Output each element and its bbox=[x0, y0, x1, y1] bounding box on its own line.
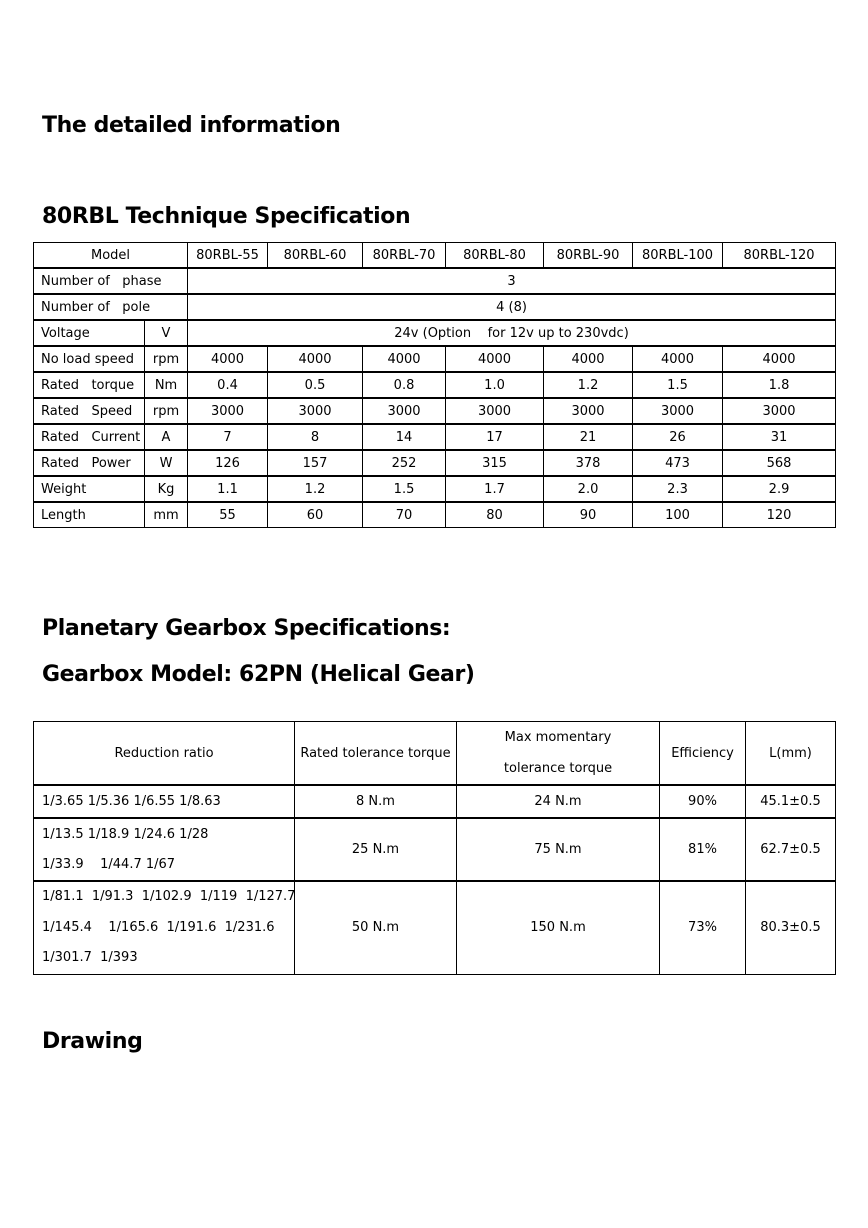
spec-row bbox=[34, 372, 836, 398]
spec-row bbox=[34, 398, 836, 424]
spec-value-cell: 3000 bbox=[268, 398, 363, 424]
spec-value-cell: 1.5 bbox=[363, 476, 446, 502]
spec-value-cell: 8 bbox=[268, 424, 363, 450]
rated-torque-cell: 8 N.m bbox=[295, 785, 457, 818]
spec-value-cell: 0.8 bbox=[363, 372, 446, 398]
spec-value-cell: 4000 bbox=[446, 346, 544, 372]
max-torque-cell: 150 N.m bbox=[457, 881, 660, 974]
spec-row-label: No load speed bbox=[34, 346, 145, 372]
voltage-unit: V bbox=[145, 320, 188, 346]
spec-value-cell: 378 bbox=[544, 450, 633, 476]
spec-row bbox=[34, 450, 836, 476]
max-torque-cell: 24 N.m bbox=[457, 785, 660, 818]
spec-value-cell: 17 bbox=[446, 424, 544, 450]
spec-value-cell: 2.0 bbox=[544, 476, 633, 502]
ratio-line: 1/81.1 1/91.3 1/102.9 1/119 1/127.7 bbox=[42, 889, 296, 904]
ratio-cell bbox=[34, 818, 295, 881]
rated-torque-cell: 50 N.m bbox=[295, 881, 457, 974]
spec-value-cell: 315 bbox=[446, 450, 544, 476]
spec-value-cell: 4000 bbox=[723, 346, 836, 372]
spec-value-cell: 473 bbox=[633, 450, 723, 476]
voltage-label: Voltage bbox=[34, 320, 145, 346]
max-torque-header-line: Max momentary bbox=[504, 730, 612, 745]
detailed-info-heading: The detailed information bbox=[42, 113, 341, 138]
spec-row-label: Rated Power bbox=[34, 450, 145, 476]
spec-value-cell: 0.5 bbox=[268, 372, 363, 398]
pole-value: 4 (8) bbox=[188, 294, 836, 320]
spec-row-unit: W bbox=[145, 450, 188, 476]
spec-value-cell: 3000 bbox=[723, 398, 836, 424]
gearbox-specs-heading: Planetary Gearbox Specifications: bbox=[42, 616, 451, 641]
rated-torque-header: Rated tolerance torque bbox=[295, 722, 457, 786]
spec-value-cell: 157 bbox=[268, 450, 363, 476]
model-name: 80RBL-70 bbox=[363, 243, 446, 269]
spec-row-unit: A bbox=[145, 424, 188, 450]
spec-row bbox=[34, 502, 836, 528]
model-name: 80RBL-80 bbox=[446, 243, 544, 269]
model-row bbox=[34, 243, 836, 269]
spec-value-cell: 4000 bbox=[633, 346, 723, 372]
gearbox-model-heading: Gearbox Model: 62PN (Helical Gear) bbox=[42, 662, 475, 687]
spec-row bbox=[34, 476, 836, 502]
spec-value-cell: 3000 bbox=[446, 398, 544, 424]
spec-value-cell: 3000 bbox=[188, 398, 268, 424]
spec-value-cell: 21 bbox=[544, 424, 633, 450]
spec-table-title: 80RBL Technique Specification bbox=[42, 204, 411, 229]
spec-row bbox=[34, 424, 836, 450]
spec-value-cell: 4000 bbox=[363, 346, 446, 372]
spec-value-cell: 55 bbox=[188, 502, 268, 528]
spec-value-cell: 126 bbox=[188, 450, 268, 476]
spec-value-cell: 1.8 bbox=[723, 372, 836, 398]
ratio-header: Reduction ratio bbox=[34, 722, 295, 786]
spec-value-cell: 3000 bbox=[363, 398, 446, 424]
spec-value-cell: 1.0 bbox=[446, 372, 544, 398]
ratio-line: 1/145.4 1/165.6 1/191.6 1/231.6 bbox=[42, 919, 275, 935]
efficiency-header: Efficiency bbox=[660, 722, 746, 786]
gear-row bbox=[34, 818, 836, 881]
spec-value-cell: 1.2 bbox=[544, 372, 633, 398]
spec-value-cell: 4000 bbox=[268, 346, 363, 372]
gearbox-spec-table bbox=[33, 721, 836, 975]
length-cell: 45.1±0.5 bbox=[746, 785, 836, 818]
voltage-row bbox=[34, 320, 836, 346]
efficiency-cell: 90% bbox=[660, 785, 746, 818]
spec-row-label: Rated Current bbox=[34, 424, 145, 450]
spec-row-unit: rpm bbox=[145, 398, 188, 424]
spec-row-unit: Nm bbox=[145, 372, 188, 398]
ratio-line: 1/13.5 1/18.9 1/24.6 1/28 bbox=[42, 826, 209, 842]
spec-row-label: Rated torque bbox=[34, 372, 145, 398]
spec-value-cell: 70 bbox=[363, 502, 446, 528]
max-torque-header bbox=[457, 722, 660, 786]
model-name: 80RBL-60 bbox=[268, 243, 363, 269]
length-cell: 80.3±0.5 bbox=[746, 881, 836, 974]
ratio-line: 1/301.7 1/393 bbox=[42, 950, 138, 965]
efficiency-cell: 81% bbox=[660, 818, 746, 881]
model-name: 80RBL-120 bbox=[723, 243, 836, 269]
spec-value-cell: 0.4 bbox=[188, 372, 268, 398]
spec-value-cell: 4000 bbox=[188, 346, 268, 372]
spec-row-unit: mm bbox=[145, 502, 188, 528]
spec-value-cell: 7 bbox=[188, 424, 268, 450]
spec-value-cell: 3000 bbox=[544, 398, 633, 424]
phase-value: 3 bbox=[188, 268, 836, 294]
spec-value-cell: 100 bbox=[633, 502, 723, 528]
spec-value-cell: 26 bbox=[633, 424, 723, 450]
spec-value-cell: 31 bbox=[723, 424, 836, 450]
spec-value-cell: 1.1 bbox=[188, 476, 268, 502]
voltage-value: 24v (Option for 12v up to 230vdc) bbox=[188, 320, 836, 346]
rated-torque-cell: 25 N.m bbox=[295, 818, 457, 881]
spec-value-cell: 568 bbox=[723, 450, 836, 476]
spec-value-cell: 1.5 bbox=[633, 372, 723, 398]
ratio-line: 1/33.9 1/44.7 1/67 bbox=[42, 856, 176, 872]
spec-value-cell: 90 bbox=[544, 502, 633, 528]
spec-value-cell: 80 bbox=[446, 502, 544, 528]
max-torque-cell: 75 N.m bbox=[457, 818, 660, 881]
spec-value-cell: 1.7 bbox=[446, 476, 544, 502]
gear-header-row bbox=[34, 722, 836, 786]
ratio-line: 1/3.65 1/5.36 1/6.55 1/8.63 bbox=[42, 794, 221, 809]
spec-row-label: Weight bbox=[34, 476, 145, 502]
spec-value-cell: 3000 bbox=[633, 398, 723, 424]
model-name: 80RBL-55 bbox=[188, 243, 268, 269]
drawing-heading: Drawing bbox=[42, 1029, 143, 1054]
model-name: 80RBL-90 bbox=[544, 243, 633, 269]
spec-value-cell: 252 bbox=[363, 450, 446, 476]
pole-row bbox=[34, 294, 836, 320]
efficiency-cell: 73% bbox=[660, 881, 746, 974]
spec-row bbox=[34, 346, 836, 372]
phase-row bbox=[34, 268, 836, 294]
length-header: L(mm) bbox=[746, 722, 836, 786]
ratio-cell bbox=[34, 881, 295, 974]
spec-value-cell: 120 bbox=[723, 502, 836, 528]
gear-row bbox=[34, 785, 836, 818]
ratio-cell bbox=[34, 785, 295, 818]
motor-spec-table bbox=[33, 242, 836, 528]
pole-label: Number of pole bbox=[34, 294, 188, 320]
max-torque-header-line: tolerance torque bbox=[503, 761, 613, 776]
phase-label: Number of phase bbox=[34, 268, 188, 294]
spec-row-label: Rated Speed bbox=[34, 398, 145, 424]
length-cell: 62.7±0.5 bbox=[746, 818, 836, 881]
model-name: 80RBL-100 bbox=[633, 243, 723, 269]
spec-value-cell: 4000 bbox=[544, 346, 633, 372]
spec-row-unit: Kg bbox=[145, 476, 188, 502]
spec-value-cell: 2.3 bbox=[633, 476, 723, 502]
spec-value-cell: 2.9 bbox=[723, 476, 836, 502]
gear-row bbox=[34, 881, 836, 974]
spec-value-cell: 60 bbox=[268, 502, 363, 528]
spec-value-cell: 14 bbox=[363, 424, 446, 450]
model-label: Model bbox=[34, 243, 188, 269]
spec-row-label: Length bbox=[34, 502, 145, 528]
spec-value-cell: 1.2 bbox=[268, 476, 363, 502]
spec-row-unit: rpm bbox=[145, 346, 188, 372]
